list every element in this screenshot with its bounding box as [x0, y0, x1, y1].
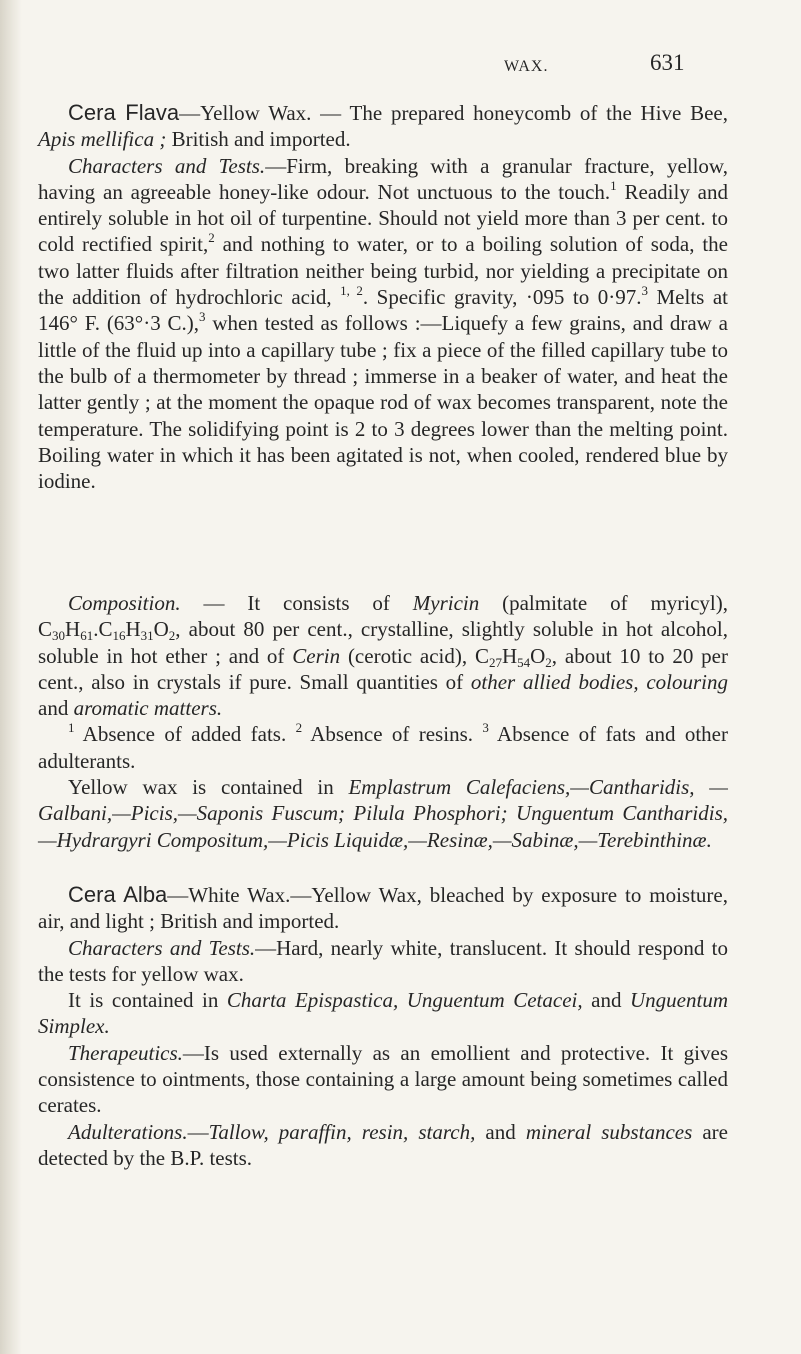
- cera-flava-section: [38, 100, 728, 494]
- cera-flava-composition: [38, 590, 728, 853]
- myricin-formula: $C_{30}H_{61}.C_{16}H_{31}O_2$: [38, 617, 176, 644]
- white-wax-contained-in: It is contained in Charta Epispastica, Unguentum Cetacei, and Unguentum Simplex.: [38, 988, 728, 1039]
- page: [38, 0, 778, 1354]
- binding-gutter: [0, 0, 22, 1354]
- cera-flava-heading: Cera Flava: [68, 100, 180, 125]
- cera-alba-section: [38, 882, 728, 1171]
- cerin-formula: $C_{27}H_{54}O_2$: [474, 643, 552, 670]
- therapeutics: Therapeutics.—Is used externally as an emollient and protective. It gives consistence to ointments, those containing a large amount being sometimes called cerates.: [38, 1040, 728, 1118]
- cera-flava-intro: Cera Flava—Yellow Wax. — The prepared honeycomb of the Hive Bee, Apis mellifica ; British and imported.: [38, 100, 728, 152]
- page-number: 631: [650, 50, 685, 75]
- cera-flava-characters: Characters and Tests.—Firm, breaking with a granular fracture, yellow, having an agreeable honey-like odour. Not unctuous to the touch.$^1$ Readily and entirely soluble in hot oil of turpentine. Should not yield more than 3 per cent. to cold rectified spirit,$^2$ and nothing to water, or to a boiling solution of soda, the two latter fluids after filtration neither being turbid, nor yielding a precipitate on the addition of hydrochloric acid, $^{1, 2}$. Specific gravity, ·095 to 0·97.$^3$ Melts at 146° F. (63°·3 C.),$^3$ when tested as follows :—Liquefy a few grains, and draw a little of the fluid up into a capillary tube ; fix a piece of the filled capillary tube to the bulb of a thermometer by thread ; immerse in a beaker of water, and heat the latter gently ; at the moment the opaque rod of wax becomes transparent, note the temperature. The solidifying point is 2 to 3 degrees lower than the melting point. Boiling water in which it has been agitated is not, when cooled, rendered blue by iodine.: [38, 153, 729, 494]
- cera-alba-intro: Cera Alba—White Wax.—Yellow Wax, bleached by exposure to moisture, air, and light ; British and imported.: [38, 882, 728, 934]
- footnotes: $^1$ Absence of added fats. $^2$ Absence of resins. $^3$ Absence of fats and other adulterants.: [38, 720, 728, 773]
- running-title: WAX.: [504, 58, 549, 75]
- cera-alba-characters: Characters and Tests.—Hard, nearly white, translucent. It should respond to the tests for yellow wax.: [38, 935, 728, 986]
- adulterations: Adulterations.—Tallow, paraffin, resin, starch, and mineral substances are detected by the B.P. tests.: [38, 1119, 728, 1170]
- yellow-wax-contained-in: Yellow wax is contained in Emplastrum Calefaciens,—Cantharidis, —Galbani,—Picis,—Saponis Fuscum; Pilula Phosphori; Unguentum Cantharidis,—Hydrargyri Compositum,—Picis Liquidæ,—Resinæ,—Sabinæ,—Terebinthinæ.: [38, 775, 728, 852]
- composition-paragraph: Composition. — It consists of Myricin (palmitate of myricyl), $C_{30}H_{61}.C_{16}H_{31}O_2$, about 80 per cent., crystalline, slightly soluble in hot alcohol, soluble in hot ether ; and of Cerin (cerotic acid), $C_{27}H_{54}O_2$, about 10 to 20 per cent., also in crystals if pure. Small quantities of other allied bodies, colouring and aromatic matters.: [38, 591, 728, 721]
- cera-alba-heading: Cera Alba: [68, 882, 168, 907]
